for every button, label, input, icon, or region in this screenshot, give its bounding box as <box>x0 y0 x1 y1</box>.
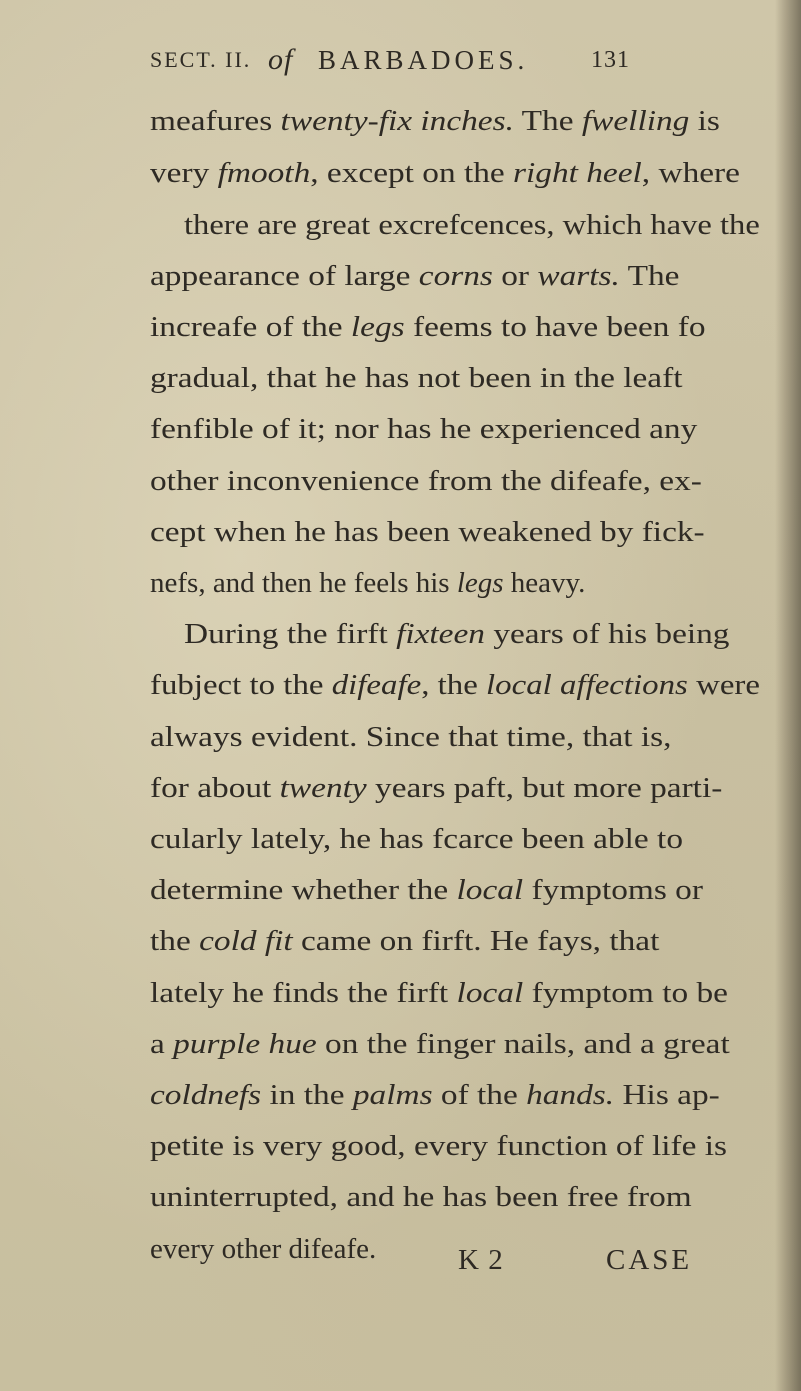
italic-text: right heel <box>513 157 642 189</box>
text-line <box>150 916 659 966</box>
text-segment: were <box>687 669 760 701</box>
text-line <box>150 968 728 1018</box>
text-segment: always evident. Since that time, that is, <box>150 721 672 753</box>
text-segment: very <box>150 157 218 189</box>
text-segment: there are great excrefcences, which have the <box>184 209 760 241</box>
text-segment: feems to have been fo <box>404 311 706 343</box>
text-segment: is <box>689 105 720 137</box>
italic-text: difeafe <box>331 669 422 701</box>
italic-text: warts. <box>537 260 620 292</box>
text-segment: His ap- <box>614 1079 720 1111</box>
text-line <box>184 200 760 250</box>
text-segment: meafures <box>150 105 281 137</box>
signature-mark: K 2 <box>458 1244 504 1276</box>
italic-text: local <box>456 977 524 1009</box>
text-line <box>150 456 702 506</box>
page-gutter-shadow <box>775 0 801 1391</box>
text-line <box>150 1172 692 1222</box>
text-line <box>150 1070 720 1120</box>
text-line <box>184 609 729 659</box>
text-segment: petite is very good, every function of life is <box>150 1130 727 1162</box>
text-segment: came on firft. He fays, that <box>292 925 660 957</box>
text-line <box>150 865 703 915</box>
text-segment: During the firft <box>184 618 397 650</box>
italic-text: local affections <box>486 669 688 701</box>
text-segment: fymptoms or <box>523 874 703 906</box>
italic-text: hands. <box>526 1079 615 1111</box>
text-segment: cept when he has been weakened by fick- <box>150 516 705 548</box>
italic-text: fwelling <box>581 105 690 137</box>
text-segment: years of his being <box>484 618 730 650</box>
text-segment: fymptom to be <box>523 977 728 1009</box>
italic-text: coldnefs <box>150 1079 262 1111</box>
text-segment: on the finger nails, and a great <box>316 1028 730 1060</box>
text-segment: , where <box>641 157 740 189</box>
text-segment: The <box>619 260 680 292</box>
italic-text: purple hue <box>173 1028 317 1060</box>
text-segment: a <box>150 1028 174 1060</box>
italic-text: twenty <box>279 772 367 804</box>
text-segment: other inconvenience from the difeafe, ex- <box>150 465 702 497</box>
text-line <box>150 96 720 146</box>
text-segment: for about <box>150 772 280 804</box>
text-line <box>150 353 682 403</box>
text-line <box>150 763 722 813</box>
page-number: 131 <box>591 47 630 73</box>
text-segment: nefs, and then he feels his <box>150 567 457 599</box>
text-line <box>150 660 760 710</box>
text-segment: every other difeafe. <box>150 1233 377 1265</box>
text-segment: appearance of large <box>150 260 419 292</box>
text-line <box>150 558 585 608</box>
running-head-section: SECT. II. <box>150 47 252 72</box>
text-segment: or <box>492 260 538 292</box>
text-line <box>150 251 679 301</box>
italic-text: cold fit <box>199 925 293 957</box>
text-segment: fubject to the <box>150 669 332 701</box>
text-segment: uninterrupted, and he has been free from <box>150 1181 692 1213</box>
text-line <box>150 404 697 454</box>
italic-text: corns <box>418 260 493 292</box>
italic-text: legs <box>350 311 405 343</box>
running-head-of: of <box>268 43 294 76</box>
text-segment: , except on the <box>310 157 514 189</box>
text-line <box>150 712 671 762</box>
text-line <box>150 1019 730 1069</box>
italic-text: legs <box>456 567 504 599</box>
text-segment: The <box>513 105 582 137</box>
text-segment: the <box>150 925 200 957</box>
italic-text: local <box>456 874 524 906</box>
text-segment: determine whether the <box>150 874 457 906</box>
text-segment: gradual, that he has not been in the leaft <box>150 362 683 394</box>
italic-text: twenty-fix inches. <box>280 105 514 137</box>
text-segment: fenfible of it; nor has he experienced any <box>150 413 698 445</box>
text-line <box>150 302 706 352</box>
text-segment: increafe of the <box>150 311 351 343</box>
running-head <box>150 40 630 80</box>
text-segment: of the <box>432 1079 527 1111</box>
text-segment: , the <box>421 669 487 701</box>
running-head-title: BARBADOES. <box>318 45 529 75</box>
italic-text: fmooth <box>217 157 311 189</box>
catchword: CASE <box>606 1244 693 1276</box>
text-segment: cularly lately, he has fcarce been able to <box>150 823 684 855</box>
italic-text: palms <box>352 1079 433 1111</box>
page-footer <box>0 1235 801 1285</box>
text-line <box>150 1121 727 1171</box>
text-segment: heavy. <box>503 567 586 599</box>
text-line <box>150 814 683 864</box>
text-segment: in the <box>261 1079 353 1111</box>
text-line <box>150 148 740 198</box>
text-line <box>150 507 705 557</box>
text-segment: years paft, but more parti- <box>366 772 723 804</box>
text-segment: lately he finds the firft <box>150 977 457 1009</box>
italic-text: fixteen <box>396 618 485 650</box>
